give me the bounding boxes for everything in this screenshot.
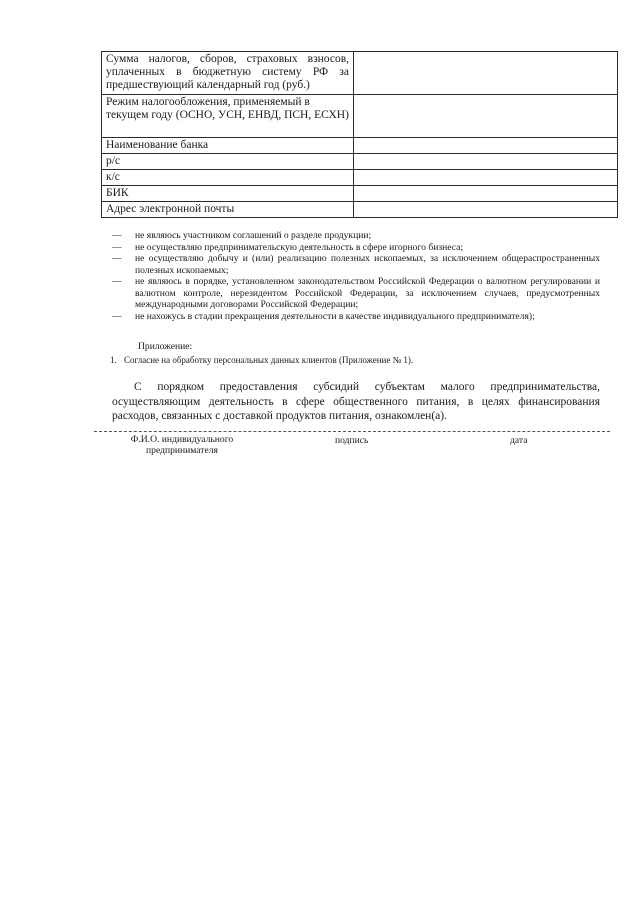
attachment-item: [110, 355, 570, 365]
row-label-email: Адрес электронной почты: [102, 202, 354, 218]
declarations-list: [112, 230, 600, 322]
table-row: [102, 202, 618, 218]
attachment-title: Приложение:: [138, 341, 193, 352]
applicant-info-table: [101, 51, 618, 218]
declaration-text: не осуществляю предпринимательскую деятельность в сфере игорного бизнеса;: [135, 241, 464, 253]
row-value-email[interactable]: [354, 202, 618, 218]
dash-marker: —: [112, 253, 122, 264]
table-row: [102, 170, 618, 186]
list-item: [112, 230, 600, 242]
dash-marker: —: [112, 310, 122, 322]
row-label-settlement-account: р/с: [102, 154, 354, 170]
attachment-number: 1.: [110, 355, 117, 365]
dash-marker: —: [112, 276, 122, 287]
row-value-bik[interactable]: [354, 186, 618, 202]
list-item: [112, 311, 600, 323]
signature-date-label: дата: [510, 435, 528, 446]
table-row: [102, 95, 618, 138]
row-value-bank-name[interactable]: [354, 138, 618, 154]
row-label-taxes-paid: Сумма налогов, сборов, страховых взносов, уплаченных в бюджетную систему РФ за предшествующий календарный год (руб.): [102, 52, 354, 95]
signature-sign-label: подпись: [335, 435, 369, 446]
attachment-text: Согласие на обработку персональных данных клиентов (Приложение № 1).: [124, 355, 414, 365]
table-row: [102, 154, 618, 170]
table-row: [102, 138, 618, 154]
list-item: [112, 242, 600, 254]
row-value-tax-regime[interactable]: [354, 95, 618, 138]
declaration-text: не осуществляю добычу и (или) реализацию полезных ископаемых, за исключением общераспространенных полезных ископаемых;: [135, 253, 600, 276]
row-value-correspondent-account[interactable]: [354, 170, 618, 186]
declaration-text: не являюсь в порядке, установленном законодательством Российской Федерации о валютном регулировании и валютном контроле, нерезидентом Российской Федерации, за исключением случаев, предусмотренных международными договорами Российской Федерации;: [135, 276, 600, 310]
row-label-correspondent-account: к/с: [102, 170, 354, 186]
list-item: [112, 276, 600, 311]
row-label-tax-regime: Режим налогообложения, применяемый в текущем году (ОСНО, УСН, ЕНВД, ПСН, ЕСХН): [102, 95, 354, 138]
row-label-bank-name: Наименование банка: [102, 138, 354, 154]
row-value-taxes-paid[interactable]: [354, 52, 618, 95]
table-row: [102, 186, 618, 202]
declaration-text: не нахожусь в стадии прекращения деятельности в качестве индивидуального предпринимателя);: [135, 310, 535, 322]
signature-line: [94, 431, 610, 432]
acknowledgement-paragraph: С порядком предоставления субсидий субъектам малого предпринимательства, осуществляющим деятельность в сфере общественного питания, в целях финансирования расходов, связанных с доставкой продуктов питания, ознакомлен(а).: [112, 381, 600, 422]
signature-fio-label: Ф.И.О. индивидуального предпринимателя: [130, 434, 234, 456]
table-row: [102, 52, 618, 95]
dash-marker: —: [112, 230, 122, 241]
dash-marker: —: [112, 241, 122, 253]
row-label-bik: БИК: [102, 186, 354, 202]
declaration-text: не являюсь участником соглашений о разделе продукции;: [135, 230, 372, 241]
row-value-settlement-account[interactable]: [354, 154, 618, 170]
list-item: [112, 253, 600, 276]
